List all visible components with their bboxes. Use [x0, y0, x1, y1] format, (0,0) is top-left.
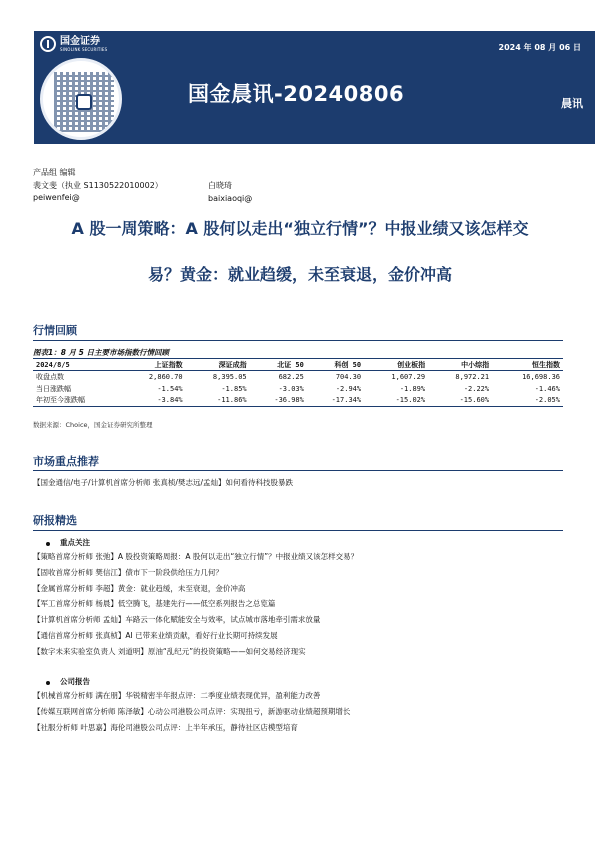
value-cell: -11.86% [217, 396, 247, 405]
value-cell: 704.30 [335, 372, 362, 381]
table-header-cell: 恒生指数 [532, 360, 560, 369]
section-title-market-review: 行情回顾 [33, 324, 77, 337]
subsection-company-reports: 公司报告 [60, 677, 90, 686]
value-cell: -1.54% [157, 384, 183, 393]
section-title-market-focus: 市场重点推荐 [33, 455, 99, 468]
value-cell: -2.05% [534, 396, 560, 405]
list-item[interactable]: 【社服分析师 叶思嘉】海伦司港股公司点评：上半年承压，静待社区店模型培育 [33, 723, 298, 732]
value-cell: -1.85% [221, 384, 247, 393]
section-divider [33, 470, 563, 471]
qr-code-badge [40, 58, 122, 140]
value-cell: -15.60% [459, 396, 490, 405]
value-cell: -36.98% [274, 396, 304, 405]
table-row [33, 395, 563, 407]
table-row [33, 383, 563, 395]
author-coauthor: 白晓琦 [208, 181, 232, 190]
market-index-table [33, 358, 563, 407]
list-item[interactable]: 【计算机首席分析师 孟灿】车路云一体化赋能安全与效率，试点城市落地牵引需求放量 [33, 615, 321, 625]
value-cell: -17.34% [331, 396, 362, 405]
list-item[interactable]: 【军工首席分析师 杨晨】低空腾飞，基建先行——低空系列报告之总览篇 [33, 599, 276, 609]
value-cell: -2.22% [463, 384, 490, 393]
author-coauthor-email[interactable]: baixiaoqi@ [208, 193, 253, 203]
list-item[interactable]: 【金属首席分析师 李超】黄金：就业趋缓，未至衰退，金价冲高 [33, 583, 246, 593]
value-cell: 8,972.21 [455, 372, 490, 381]
section-divider [33, 530, 563, 531]
logo-en-text: SINOLINK SECURITIES [60, 47, 108, 52]
value-cell: -3.84% [157, 396, 183, 405]
logo-cn-text: 国金证券 [60, 36, 100, 47]
table-header-cell: 科创 50 [334, 360, 362, 369]
value-cell: 16,698.36 [522, 372, 560, 381]
table-source-note: 数据来源：Choice，国金证券研究所整理 [33, 421, 153, 429]
report-headline-line2: 易？黄金：就业趋缓，未至衰退，金价冲高 [147, 265, 452, 284]
section-divider [33, 340, 563, 341]
table-header-row [33, 359, 563, 371]
focus-recommendation[interactable]: 【国金通信/电子/计算机首席分析师 张真桢/樊志远/孟灿】如何看待科技股暴跌 [33, 478, 293, 487]
value-cell: -3.03% [278, 384, 304, 393]
author-block [33, 167, 163, 205]
report-date: 2024 年 08 月 06 日 [498, 43, 581, 52]
row-label-cell: 年初至今涨跌幅 [36, 396, 85, 405]
list-item[interactable]: 【传媒互联网首席分析师 陈泽敏】心动公司港股公司点评：实现扭亏，新游驱动业绩超预期增长 [33, 707, 351, 716]
value-cell: -1.89% [399, 384, 426, 393]
value-cell: -1.46% [534, 384, 560, 393]
list-item[interactable]: 【机械首席分析师 满在朋】华锐精密半年报点评：二季度业绩表现优异，盈利能力改善 [33, 691, 321, 700]
table-header-cell: 2024/8/5 [36, 360, 70, 369]
value-cell: 8,395.05 [212, 372, 247, 381]
logo-icon [40, 36, 56, 52]
page-title: 国金晨讯-20240806 [188, 82, 405, 106]
section-title-research: 研报精选 [33, 514, 77, 527]
value-cell: -2.94% [335, 384, 362, 393]
list-item[interactable]: 【策略首席分析师 张弛】A 股投资策略周报：A 股何以走出“独立行情”？中报业绩又该怎样交易？ [33, 552, 359, 561]
author-editor: 裴文斐（执业 S1130522010002） [33, 180, 163, 190]
report-type-tag: 晨讯 [561, 97, 583, 110]
row-label-cell: 当日涨跌幅 [36, 384, 71, 393]
row-label-cell: 收盘点数 [36, 372, 64, 381]
author-editor-email[interactable]: peiwenfei@ [33, 193, 80, 202]
table-caption: 图表1：8 月 5 日主要市场指数行情回顾 [33, 348, 169, 357]
list-item[interactable]: 【通信首席分析师 张真桢】AI 已带来业绩贡献，看好行业长期可持续发展 [33, 631, 278, 640]
list-item[interactable]: 【数字未来实验室负责人 刘道明】原油“乱纪元”的投资策略——如何交易经济现实 [33, 646, 306, 656]
list-item[interactable]: 【固收首席分析师 樊信江】债市下一阶段供给压力几何？ [33, 567, 223, 577]
bullet-icon [46, 542, 50, 546]
company-logo [40, 36, 107, 52]
table-header-cell: 北证 50 [277, 360, 304, 369]
table-header-cell: 创业板指 [397, 360, 426, 369]
table-header-cell: 深证成指 [218, 360, 247, 369]
value-cell: -15.02% [395, 396, 426, 405]
report-headline-line1: A 股一周策略：A 股何以走出“独立行情”？中报业绩又该怎样交 [71, 219, 529, 238]
table-header-cell: 上证指数 [154, 360, 183, 369]
author-group: 产品组 编辑 [33, 168, 76, 177]
qr-center-logo [76, 94, 92, 110]
table-header-cell: 中小综指 [461, 360, 490, 369]
coauthor-block [208, 180, 252, 205]
bullet-icon [46, 681, 50, 685]
value-cell: 2,860.70 [148, 372, 183, 381]
value-cell: 1,607.29 [391, 372, 426, 381]
table-row [33, 371, 563, 383]
subsection-key-focus: 重点关注 [60, 538, 90, 547]
value-cell: 682.25 [278, 372, 304, 381]
